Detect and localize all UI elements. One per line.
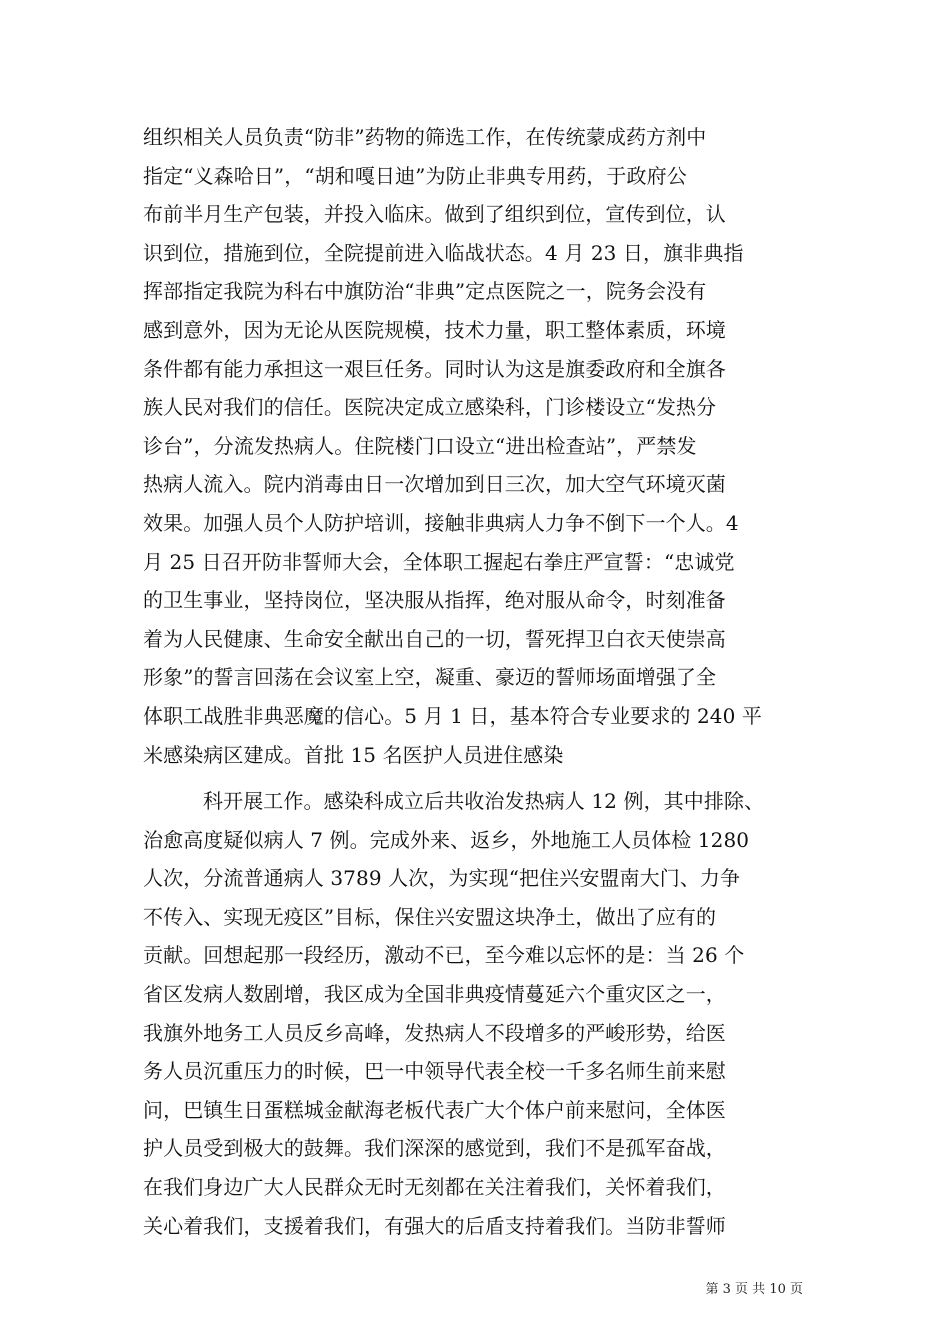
text-line: 贡献。回想起那一段经历，激动不已，至今难以忘怀的是：当 26 个 (143, 943, 745, 968)
page-number-footer: 第 3 页 共 10 页 (705, 1282, 803, 1297)
text-line: 挥部指定我院为科右中旗防治“非典”定点医院之一，院务会没有 (143, 279, 707, 304)
text-line: 人次，分流普通病人 3789 人次，为实现“把住兴安盟南大门、力争 (143, 866, 741, 891)
text-line: 诊台”，分流发热病人。住院楼门口设立“进出检查站”，严禁发 (143, 433, 697, 458)
text-line: 米感染病区建成。首批 15 名医护人员进住感染 (143, 742, 564, 767)
text-line: 条件都有能力承担这一艰巨任务。同时认为这是旗委政府和全旗各 (143, 356, 726, 381)
text-line: 体职工战胜非典恶魔的信心。5 月 1 日，基本符合专业要求的 240 平 (143, 703, 763, 728)
text-line: 感到意外，因为无论从医院规模，技术力量，职工整体素质，环境 (143, 317, 726, 342)
text-line: 指定“义森哈日”，“胡和嘎日迪”为防止非典专用药，于政府公 (143, 163, 687, 188)
text-line: 在我们身边广大人民群众无时无刻都在关注着我们，关怀着我们， (143, 1175, 726, 1200)
paragraph-2 (143, 782, 808, 1245)
text-line: 科开展工作。感染科成立后共收治发热病人 12 例，其中排除、 (203, 789, 765, 814)
text-line: 形象”的誓言回荡在会议室上空，凝重、豪迈的誓师场面增强了全 (143, 665, 717, 690)
text-line: 族人民对我们的信任。医院决定成立感染科，门诊楼设立“发热分 (143, 395, 717, 420)
text-line: 布前半月生产包装，并投入临床。做到了组织到位，宣传到位，认 (143, 202, 726, 227)
text-line: 关心着我们，支援着我们，有强大的后盾支持着我们。当防非誓师 (143, 1213, 726, 1238)
text-line: 效果。加强人员个人防护培训，接触非典病人力争不倒下一个人。4 (143, 510, 739, 535)
text-line: 治愈高度疑似病人 7 例。完成外来、返乡，外地施工人员体检 1280 (143, 827, 750, 852)
text-line: 护人员受到极大的鼓舞。我们深深的感觉到，我们不是孤军奋战， (143, 1136, 726, 1161)
text-line: 识到位，措施到位，全院提前进入临战状态。4 月 23 日，旗非典指 (143, 240, 744, 265)
document-body (143, 118, 808, 1245)
text-line: 问，巴镇生日蛋糕城金献海老板代表广大个体户前来慰问，全体医 (143, 1097, 726, 1122)
text-line: 不传入、实现无疫区”目标，保住兴安盟这块净土，做出了应有的 (143, 904, 717, 929)
text-line: 热病人流入。院内消毒由日一次增加到日三次，加大空气环境灭菌 (143, 472, 726, 497)
paragraph-1 (143, 118, 808, 774)
text-line: 组织相关人员负责“防非”药物的筛选工作，在传统蒙成药方剂中 (143, 125, 707, 149)
text-line: 我旗外地务工人员反乡高峰，发热病人不段增多的严峻形势，给医 (143, 1020, 726, 1045)
text-line: 省区发病人数剧增，我区成为全国非典疫情蔓延六个重灾区之一， (143, 982, 726, 1007)
text-line: 务人员沉重压力的时候，巴一中领导代表全校一千多名师生前来慰 (143, 1059, 726, 1084)
text-line: 月 25 日召开防非誓师大会，全体职工握起右拳庄严宣誓：“忠诚党 (143, 549, 735, 574)
text-line: 着为人民健康、生命安全献出自己的一切，誓死捍卫白衣天使崇高 (143, 626, 726, 651)
paragraph-gap (143, 774, 808, 782)
text-line: 的卫生事业，坚持岗位，坚决服从指挥，绝对服从命令，时刻准备 (143, 588, 726, 613)
